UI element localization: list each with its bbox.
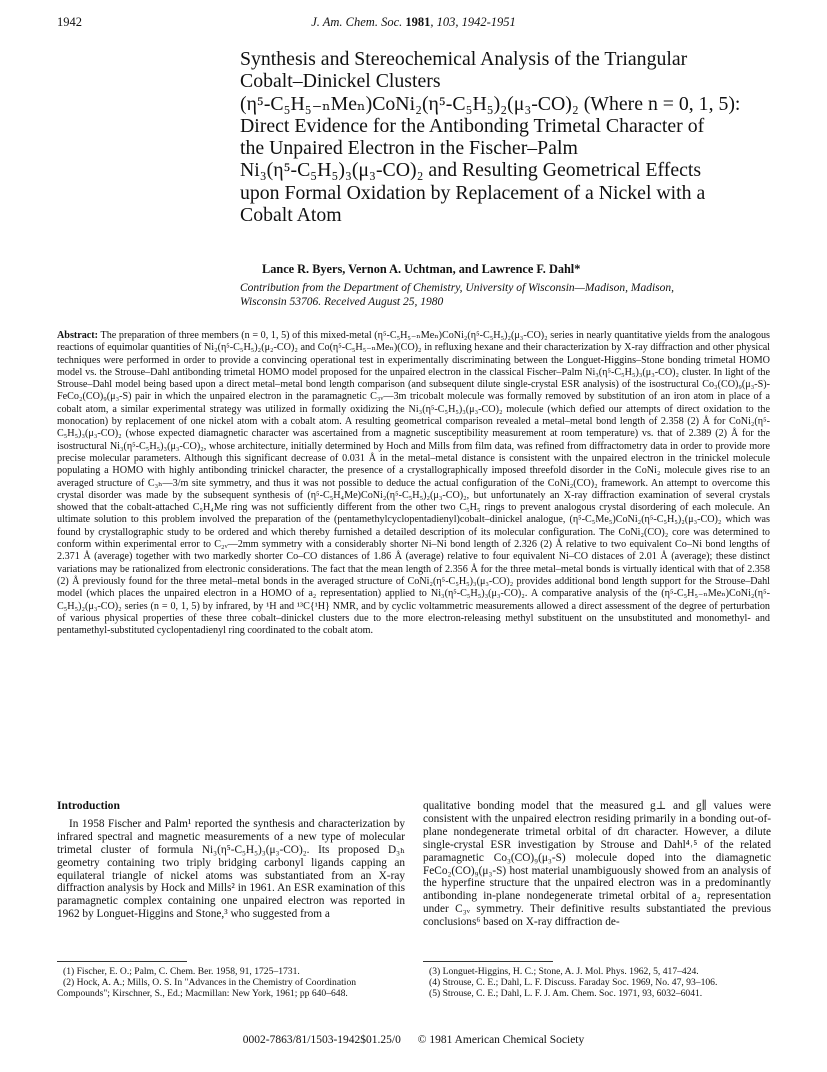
title-line: (η⁵-C₅H₅₋ₙMeₙ)CoNi₂(η⁵-C₅H₅)₂(μ₃-CO)₂ (Where n = 0, 1, 5): [240, 92, 741, 115]
title-line: Cobalt–Dinickel Clusters [240, 70, 441, 93]
section-heading: Introduction [57, 799, 120, 812]
footnote: (2) Hock, A. A.; Mills, O. S. In "Advances in the Chemistry of Coordination Compounds"; Kirschner, S., Ed.; Macmillan: New York, 1961; pp 640–648. [57, 977, 357, 1000]
title-line: Synthesis and Stereochemical Analysis of the Triangular [240, 48, 688, 70]
title-line: Ni₃(η⁵-C₅H₅)₃(μ₃-CO)₂ and Resulting Geometrical Effects [240, 159, 702, 182]
body-column-left [57, 800, 405, 921]
footnote: (4) Strouse, C. E.; Dahl, L. F. Discuss. Faraday Soc. 1969, No. 47, 93–106. [429, 977, 718, 989]
page-footer [0, 1034, 827, 1046]
affiliation-line: Wisconsin 53706. Received August 25, 1980 [240, 295, 444, 308]
title-line: Cobalt Atom [240, 204, 342, 227]
title-line: the Unpaired Electron in the Fischer–Palm [240, 137, 578, 160]
footnote-divider [57, 961, 187, 962]
title-line: upon Formal Oxidation by Replacement of a Nickel with a [240, 181, 706, 204]
footnote: (3) Longuet-Higgins, H. C.; Stone, A. J. Mol. Phys. 1962, 5, 417–424. [429, 966, 699, 977]
body-paragraph: In 1958 Fischer and Palm¹ reported the synthesis and characterization by infrared spectral and magnetic measurements of a new type of molecular trimetal cluster of formula Ni₃(η⁵-C₅H₅)₃(μ₃-CO)₂. Its proposed D₃ₕ geometry containing two triply bridging carbonyl ligands capping an equilateral triangle of nickel atoms was substantiated from an X-ray diffraction analysis by Hock and Mills² in 1961. An ESR examination of this paramagnetic complex containing one unpaired electron was reported in 1962 by Longuet-Higgins and Stone,³ who suggested from a [57, 817, 405, 921]
author-list: Lance R. Byers, Vernon A. Uchtman, and Lawrence F. Dahl* [262, 262, 581, 276]
journal-volume: 103 [436, 15, 456, 29]
page-number: 1942 [57, 15, 82, 29]
journal-header: J. Am. Chem. Soc. 1981, 103, 1942-1951 [311, 15, 516, 29]
footnote: (1) Fischer, E. O.; Palm, C. Chem. Ber. 1958, 91, 1725–1731. [63, 966, 300, 977]
article-title [240, 48, 800, 226]
footnote: (5) Strouse, C. E.; Dahl, L. F. J. Am. Chem. Soc. 1971, 93, 6032–6041. [429, 988, 703, 1000]
abstract [57, 330, 770, 637]
copyright-notice: © 1981 American Chemical Society [417, 1034, 585, 1046]
affiliation-line: Contribution from the Department of Chemistry, University of Wisconsin—Madison, Madison, [240, 282, 675, 294]
body-column-right [423, 800, 771, 929]
footnote-divider [423, 961, 553, 962]
body-paragraph: qualitative bonding model that the measured g⊥ and g∥ values were consistent with the unpaired electron residing primarily in a bonding out-of-plane nondegenerate trimetal orbital of dπ character. However, a dilute single-crystal ESR investigation by Strouse and Dahl⁴˒⁵ of the related paramagnetic Co₃(CO)₉(μ₃-S) molecule doped into the diamagnetic FeCo₂(CO)₉(μ₃-S) host material unambiguously showed from an analysis of the hyperfine structure that the unpaired electron was in a predominantly antibonding in-plane nondegenerate trimetal orbital of a₂ representation under C₃ᵥ symmetry. Their definitive results substantiated the previous conclusions⁶ based on X-ray diffraction de- [423, 800, 771, 929]
journal-year: 1981 [405, 15, 431, 29]
title-line: Direct Evidence for the Antibonding Trimetal Character of [240, 114, 705, 137]
article-code: 0002-7863/81/1503-1942$01.25/0 [242, 1034, 401, 1046]
footnotes-left [57, 966, 405, 1000]
affiliation [240, 282, 795, 309]
abstract-text: The preparation of three members (n = 0, 1, 5) of this mixed-metal (η⁵-C₅H₅₋ₙMeₙ)CoNi₂(η⁵-C₅H₅)₂(μ₃-CO)₂ series in nearly quantitative yields from the analogous reactions of equimolar quantities of Ni₂(η⁵-C₅H₅)₂(μ₂-CO)₂ and Co(η⁵-C₅H₅₋ₙMeₙ)(CO)₂ in refluxing hexane and their characterization by X-ray diffraction and other physical techniques were performed in order to provide a convincing operational test in experimentally discriminating between the Longuet-Higgins–Stone bonding trimetal HOMO model vs. the Strouse–Dahl antibonding trimetal HOMO model proposed for the unpaired electron in the classical Fischer–Palm Ni₃(η⁵-C₅H₅)₃(μ₃-CO)₂ cluster. In light of the Strouse–Dahl model being based upon a direct metal–metal bond length comparison (and subsequent dilute single-crystal ESR analysis) of the isostructural Co₃(CO)₉(μ₃-S)-FeCo₂(CO)₉(μ₃-S) pair in which the unpaired electron in the paramagnetic C₃ᵥ—3m tricobalt molecule was formally removed by substitution of an iron atom in place of a cobalt atom, a similar experimental strategy was utilized in formally oxidizing the Ni₃(η⁵-C₅H₅)₃(μ₃-CO)₂ molecule (which defied our attempts of direct oxidation to the monocation) by replacement of one nickel atom with a cobalt atom. A resulting geometrical comparison revealed a metal–metal bond length of 2.358 (2) Å for CoNi₂(η⁵-C₅H₅)₃(μ₃-CO)₂ (whose expected diamagnetic character was ascertained from a magnetic susceptibility measurement at room temperature) vs. that of 2.389 (2) Å for the isostructural Ni₃(η⁵-C₅H₅)₃(μ₃-CO)₂, whose architecture, initially determined by Hoch and Mills from film data, was refined from diffractometry data in order to provide more precise molecular parameters. Although this significant decrease of 0.031 Å in the metal–metal distance is consistent with the unpaired electron in the trinickel molecule populating a HOMO with highly antibonding trinickel character, the presence of a crystallographically imposed threefold disorder in the CoNi₂ molecule gives rise to an averaged structure of C₃ₕ—3/m site symmetry, and thus it was not possible to deduce the actual configuration of the CoNi₂(CO)₂ framework. An attempt to overcome this crystal disorder was made by the subsequent synthesis of (η⁵-C₅H₄Me)CoNi₂(η⁵-C₅H₅)₂(μ₃-CO)₂, but unfortunately an X-ray diffraction examination of several crystals showed that the cobalt-attached C₅H₄Me ring was not sufficiently different from the other two C₅H₅ rings to prevent analogous crystal disordering of each molecule. An ultimate solution to this problem involved the preparation of the (pentamethylcyclopentadienyl)cobalt–dinickel analogue, (η⁵-C₅Me₅)CoNi₂(η⁵-C₅H₅)₂(μ₃-CO)₂ which was found by crystallographic study to be ordered and which thereby furnished a detailed description of its molecular configuration. The CoNi₂(CO)₂ core was determined to conform within experimental error to C₂ᵥ—2mm symmetry with a considerably shorter Ni–Ni bond length of 2.326 (2) Å relative to two equivalent Co–Ni bond lengths of 2.371 Å (average) together with two markedly shorter Co–CO distances of 1.86 Å (average) relative to four equivalent Ni–CO distaces of 2.01 Å (average); these distinct variations may be rationalized from electronic considerations. The fact that the mean length of 2.356 Å for the three metal–metal bonds is virtually identical with that of 2.358 (2) Å previously found for the three metal–metal bonds in the averaged structure of CoNi₂(η⁵-C₅H₅)₃(μ₃-CO)₂ provides additional bond length support for the Strouse–Dahl model (which places the unpaired electron in a HOMO of a₂ representation) applied to Ni₃(η⁵-C₅H₅)₃(μ₃-CO)₂. A comparative analysis of the (η⁵-C₅H₅₋ₙMeₙ)CoNi₂(η⁵-C₅H₅)₂(μ₃-CO)₂ series (n = 0, 1, 5) by infrared, by ¹H and ¹³C{¹H} NMR, and by cyclic voltammetric measurements allowed a direct assessment of the degree of perturbation of various physical properties of these three cobalt–dinickel clusters due to the more electron-releasing methyl substituent on the unsubstituted and monomethyl- and pentamethyl-substituted cyclopentadienyl ring coordinated to the cobalt atom. [57, 330, 770, 637]
footnotes-right [423, 966, 771, 1000]
abstract-label: Abstract: [57, 330, 99, 341]
journal-name: J. Am. Chem. Soc. [311, 15, 403, 29]
journal-pages: 1942-1951 [461, 15, 516, 29]
